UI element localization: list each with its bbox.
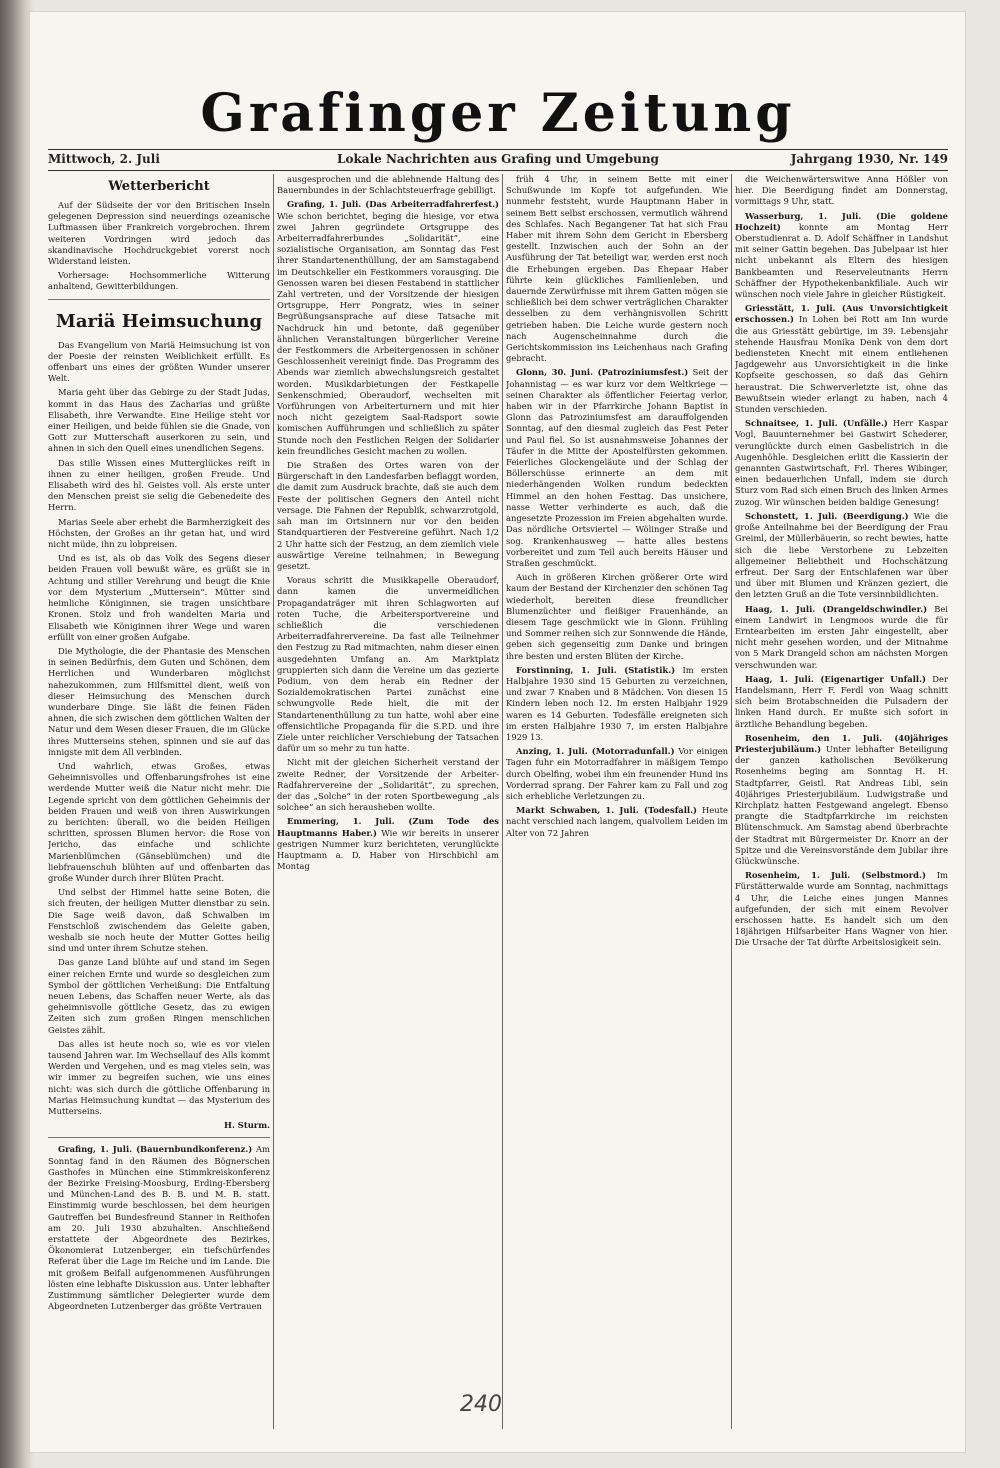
news-heading: Rosenheim, den 1. Juli. (40jähriges Priesterjubiläum.) [735, 732, 948, 754]
news-text: Die Straßen des Ortes waren von der Bürgerschaft in den Landesfarben beflaggt worden, die damit zum Ausdruck brachte, daß sie auch dem Feste der politischen Gegners den Anteil nicht versage. Die Fahnen der Republik, schwarzrotgold, sah man im Ortsinnern nur vor den beiden Standquartieren der Festvereine geführt. Nach 1/2 2 Uhr hatte sich der Festzug, an dem ziemlich viele auswärtige Vereine teilnahmen, in Bewegung gesetzt. [277, 460, 499, 571]
news-text: Der Handelsmann, Herr F. Ferdl von Waag schnitt sich beim Brotabschneiden die Pulsadern der linken Hand durch. Er mußte sich sofort in ärztliche Behandlung begeben. [735, 673, 948, 729]
weather-text: Auf der Südseite der vor den Britischen Inseln gelegenen Depression sind neuerdings ozeanische Luftmassen über Frankreich vorgebrochen. Ihrem weiteren Vordringen wird jedoch das skandinavische Hochdruckgebiet vorerst noch Widerstand leisten. [48, 200, 270, 267]
column-1 [48, 174, 270, 1429]
news-heading: Forstinning, 1. Juli. (Statistik.) [516, 664, 676, 675]
column-divider [731, 174, 732, 1429]
book-binding-edge [0, 0, 34, 1468]
header-rule-top [48, 149, 948, 150]
news-heading: Schonstett, 1. Juli. (Beerdigung.) [745, 510, 909, 521]
feature-paragraph: Das ganze Land blühte auf und stand im Segen einer reichen Ernte und wurde so desgleichen zum Symbol der göttlichen Verheißung: Die Entfaltung neuen Lebens, das Schaffen neuer Werte, als das geheimnisvolle göttliche Gesetz, das zu ewigen Zeiten sich zum großen Ringen menschlichen Geistes zählt. [48, 957, 270, 1035]
news-text: Wie wir bereits in unserer gestrigen Nummer kurz berichteten, verunglückte Hauptmann a. D. Haber von Hirschbichl am Montag [277, 827, 499, 872]
news-text: Nicht mit der gleichen Sicherheit verstand der zweite Redner, der Vorsitzende der Arbeiter-Radfahrervereine der „Solidarität“, zu sprechen, der das „Solche“ in der roten Sportbewegung „als solchee“ an sich herausheben wollte. [277, 757, 499, 813]
feature-heading: Mariä Heimsuchung [55, 310, 263, 332]
news-heading: Rosenheim, 1. Juli. (Selbstmord.) [745, 870, 926, 881]
article-separator [48, 1137, 270, 1138]
handwritten-page-number: 240 [460, 1392, 502, 1417]
issue-volume: Jahrgang 1930, Nr. 149 [790, 152, 948, 166]
newspaper-page [30, 12, 965, 1452]
column-2 [277, 174, 499, 1429]
news-text: Voraus schritt die Musikkapelle Oberaudorf, dann kamen die unvermeidlichen Propagandaträger mit ihren Schlagworten auf roten Tuche, die Arbeitersportvereine und schließlich die verschiedenen Arbeiterradfahrervereine. Da fast alle Teilnehmer den Festzug zu Rad mitmachten, nahm dieser einen ausgedehnten Umfang an. Am Marktplatz gruppierten sich dann die Vereine um das gezierte Podium, von dem herab ein Redner der Sozialdemokratischen Partei zunächst eine schwungvolle Rede hielt, die mit der Standartenenthüllung zu tun hatte, wohl aber eine offensichtliche Propaganda für die S.P.D. und ihre Ziele unter reichlicher Verschiebung der Tatsachen dafür um so mehr zu tun hatte. [277, 575, 499, 754]
news-heading: Griesstätt, 1. Juli. (Aus Unvorsichtigkeit erschossen.) [735, 303, 948, 325]
masthead-subtitle: Lokale Nachrichten aus Grafing und Umgebung [337, 152, 659, 166]
news-heading: Anzing, 1. Juli. (Motorradunfall.) [516, 746, 675, 757]
feature-paragraph: Und wahrlich, etwas Großes, etwas Geheimnisvolles und Offenbarungsfrohes ist eine werdende Mutter weiß die Natur nicht mehr. Die Legende spricht von dem göttlichen Geheimnis der beiden Frauen und weiß von ihren Auswirkungen zu berichten: überall, wo die beiden Heiligen schritten, sprossen Blumen hervor: die Rose von Jericho, das einfache und schlichte Marienblümchen (Gänseblümchen) und die liebfrauenschuh blühten auf und offenbarten das große Wunder durch ihrer Blüten Pracht. [48, 760, 270, 883]
news-heading: Grafing, 1. Juli. (Bauernbundkonferenz.) [58, 1144, 253, 1155]
column-divider [502, 174, 503, 1429]
feature-paragraph: Die Mythologie, die der Phantasie des Menschen in seinen Bedürfnis, dem Guten und Schönen, dem Herrlichen und Wunderbaren möglichst nahezukommen, zum Hilfsmittel dient, weiß von dieser Heimsuchung des Menschen durch wunderbare Dinge. Sie läßt die feinen Fäden ahnen, die sich zwischen dem göttlichen Walten der Natur und dem Wesen dieser Frauen, die im Glücke ihres Mutterseins stehen, spinnen und sie auf das innigste mit dem All verbinden. [48, 645, 270, 757]
column-divider [273, 174, 274, 1429]
news-text: Im Fürstätterwalde wurde am Sonntag, nachmittags 4 Uhr, die Leiche eines jungen Mannes aufgefunden, der sich mit einem Revolver erschossen hatte. Es handelt sich um den 18jährigen Hilfsarbeiter Hans Wagner von hier. Die Ursache der Tat dürfte Arbeitslosigkeit sein. [735, 870, 948, 948]
column-4 [735, 174, 948, 1429]
news-heading: Haag, 1. Juli. (Eigenartiger Unfall.) [745, 673, 926, 684]
news-text: Wie schon berichtet, beging die hiesige, vor etwa zwei Jahren gegründete Ortsgruppe des Arbeiterradfahrerbundes „Solidarität“, eine sozialistische Organisation, am Sonntag das Fest ihrer Standartenenthüllung, der am Samstagabend im Deutschkeller ein Festkommers vorausging. Die Genossen waren bei diesen Festabend in stattlicher Zahl vertreten, und der Vorsitzende der hiesigen Ortsgruppe, Herr Pongratz, wies in seiner Begrüßungsansprache auf diese Tatsache mit Nachdruck hin und betonte, daß gegenüber ähnlichen Veranstaltungen bürgerlicher Vereine der Festkommers die Arbeitergenossen in schöner Geschlossenheit vereinigt finde. Das Programm des Abends war ziemlich abwechslungsreich gestaltet worden. Musikdarbietungen der Festkapelle Senkenschmied, Oberaudorf, wechselten mit Vorführungen von Arbeiterturnern und mit hier noch nicht gezeigtem Saal-Radsport sowie komischen Aufführungen und schließlich zu später Stunde noch den Festlichen Reigen der Solidarier kein freundliches Gesicht machen zu wollen. [277, 210, 499, 456]
article-separator [48, 299, 270, 300]
feature-paragraph: Marias Seele aber erhebt die Barmherzigkeit des Höchsten, der Großes an ihr getan hat, und wird nicht müde, ihn zu lobpreisen. [48, 516, 270, 550]
news-text: Bei einem Landwirt in Lengmoos wurde die für Erntearbeiten im ersten Jahr eingestellt, aber nicht mehr gesehen worden, und der Mitnahme von 5 Mark Drangeld schon am nächsten Morgen verschwunden war. [735, 603, 948, 670]
weather-heading: Wetterbericht [108, 179, 210, 194]
news-text: konnte am Montag Herr Oberstudienrat a. D. Adolf Schäffner in Landshut mit seiner Gattin begehen. Das Jubelpaar ist hier nicht unbekannt als Eltern des hiesigen Bankbeamten und Reserveleutnants Herrn Schäffner der Hypothekenbankfiliale. Auch wir wünschen noch viele Jahre in gleicher Rüstigkeit. [735, 221, 948, 300]
news-heading: Wasserburg, 1. Juli. (Die goldene Hochzeit) [735, 210, 948, 232]
news-text: Unter lebhafter Beteiligung der ganzen katholischen Bevölkerung Rosenheims beging am Sonntag H. H. Stadtpfarrer, Geistl. Rat Andreas Libl, sein 40jähriges Priesterjubiläum. Ludwigstraße und Kirchplatz hatten Festgewand angelegt. Ebenso prangte die Stadtpfarrkirche im reichsten Blütenschmuck. Am Samstag abend überbrachte der Stadtrat mit Bürgermeister Dr. Knorr an der Spitze und die Vereinsvorstände dem Jubilar ihre Glückwünsche. [735, 743, 948, 866]
news-text: Wie die große Anteilnahme bei der Beerdigung der Frau Greiml, der Müllerbäuerin, so recht bewies, hatte sich die liebe Verstorbene zu Lebzeiten allgemeiner Beliebtheit und Hochschätzung erfreut. Der Sarg der Entschlafenen war über und über mit Blumen und Kränzen geziert, die den letzten Gruß an die Tote versinnbildlichten. [735, 510, 948, 600]
news-heading: Emmering, 1. Juli. (Zum Tode des Hauptmanns Haber.) [277, 816, 499, 838]
issue-date: Mittwoch, 2. Juli [48, 152, 160, 166]
news-text: Seit der Johannistag — es war kurz vor dem Weltkriege — seinen Charakter als öffentlicher Feiertag verlor, haben wir in der Pfarrkirche Johann Baptist in Glonn das Patroziniumsfest am darauffolgenden Sonntag, auf den diesmal zugleich das Fest Peter und Paul fiel. So ist ausnahmsweise Johannes der Täufer in die Mitte der Apostelfürsten gekommen. Feierliches Glockengeläute und der Schlag der Böllerschüsse erinnerte an dem mit niederhängenden Wolken rundum bedeckten Himmel an den hohen Festtag. Das unsichere, nasse Wetter verhinderte es auch, daß die angesetzte Prozession im Freien abgehalten wurde. Das nördliche Ortsviertel — Wölinger Straße und sog. Krankenhausweg — hatte alles bestens vorbereitet und zum Teil auch bereits Häuser und Straßen geschmückt. [506, 367, 728, 568]
news-text: Vor einigen Tagen fuhr ein Motorradfahrer in mäßigem Tempo durch Obelfing, wobei ihm ein freunender Hund ins Vorderrad sprang. Der Fahrer kam zu Fall und zog sich erhebliche Verletzungen zu. [506, 746, 728, 801]
feature-paragraph: Das stille Wissen eines Mutterglückes reift in ihnen zu einer heiligen, großen Freude. Und Elisabeth wird des hl. Geistes voll. Als erste unter den Menschen preist sie selig die Gebenedeite des Herrn. [48, 457, 270, 513]
news-text: Im ersten Halbjahre 1930 sind 15 Geburten zu verzeichnen, und zwar 7 Knaben und 8 Mädchen. Von diesen 15 Kindern leben noch 12. Im ersten Halbjahr 1929 waren es 14 Geburten. Todesfälle ereigneten sich im ersten Halbjahre 1930 7, im ersten Halbjahre 1929 13. [506, 664, 728, 742]
feature-paragraph: Das alles ist heute noch so, wie es vor vielen tausend Jahren war. Im Wechsellauf des Alls kommt Werden und Vergehen, und es mag vieles sein, was wir immer zu begreifen suchen, wie uns eines nicht: was sich durch die göttliche Offenbarung in Marias Heimsuchung kundtat — das Mysterium des Mutterseins. [48, 1038, 270, 1117]
news-text: Am Sonntag fand in den Räumen des Bögnerschen Gasthofes in München eine Stimmkreiskonferenz der Bezirke Freising-Moosburg, Erding-Ebersberg und München-Land des B. B. und M. B. statt. Einstimmig wurde beschlossen, bei dem heurigen Gautreffen bei Bundesfreund Stanner in Reithofen am 20. Juli 1930 abzuhalten. Anschließend erstattete der Abgeordnete des Bezirkes, Ökonomierat Lutzenberger, ein tiefschürfendes Referat über die Lage im Reiche und im Lande. Die mit großem Beifall aufgenommenen Ausführungen lösten eine lebhafte Diskussion aus. Unter lebhafter Zustimmung sämtlicher Delegierter wurde dem Abgeordneten Lutzenberger das größte Vertrauen [48, 1144, 270, 1312]
news-text: Heute nacht verschied nach langem, qualvollem Leiden im Alter von 72 Jahren [506, 805, 728, 838]
masthead-title: Grafinger Zeitung [200, 83, 796, 144]
weather-forecast: Vorhersage: Hochsommerliche Witterung anhaltend, Gewitterbildungen. [48, 270, 270, 292]
news-text: die Weichenwärterswitwe Anna Hößler von hier. Die Beerdigung findet am Donnerstag, vormittags 9 Uhr, statt. [735, 174, 948, 207]
feature-paragraph: Und es ist, als ob das Volk des Segens dieser beiden Frauen voll bewußt wäre, es grüßt sie in Achtung und stiller Verehrung und beugt die Knie vor dem Mysterium „Muttersein“. Mütter sind heimliche Königinnen, sie tragen unsichtbare Kronen. Stolz und froh wandelten Maria und Elisabeth wie Königinnen ihrer Wege und waren erfüllt von einer großen Aufgabe. [48, 553, 270, 642]
news-heading: Glonn, 30. Juni. (Patroziniumsfest.) [516, 367, 689, 378]
news-heading: Schnaitsee, 1. Juli. (Unfälle.) [745, 418, 888, 429]
news-text: ausgesprochen und die ablehnende Haltung des Bauernbundes in der Schlachtsteuerfrage gebilligt. [277, 174, 499, 196]
news-text: früh 4 Uhr, in seinem Bette mit einer Schußwunde im Kopfe tot aufgefunden. Wie nunmehr feststeht, wurde Hauptmann Haber in seinem Bett selbst erschossen, vermutlich während des Schlafes. Nach Begangener Tat hat sich Frau Haber mit ihrem Sohn dem Gericht in Ebersberg gestellt. Inzwischen auch der Sohn an der Ausführung der Tat beteiligt war, werden erst noch die Erhebungen ergeben. Das Ehepaar Haber führte kein glückliches Familienleben, und dauernde Zerwürfnisse mit ihrem Gatten mögen sie schließlich bei dem schwer verträglichen Charakter desselben zu dem verhängnisvollen Schritt getrieben haben. Die Leiche wurde gestern noch nach Augenscheinnahme durch die Gerichtskommission ins Leichenhaus nach Grafing gebracht. [506, 174, 728, 364]
news-text: Herr Kaspar Vogl, Bauunternehmer bei Gastwirt Schederer, verunglückte durch einen Gasbelistrich in die Augenhöhle. Desgleichen erlitt die Kassierin der genannten Gastwirtschaft, Frl. Theres Wibinger, einen bedauerlichen Unfall, indem sie durch Sturz vom Rad sich einen Bruch des linken Armes zuzog. Wir wünschen beiden baldige Genesung! [735, 418, 948, 507]
feature-paragraph: Das Evangelium von Mariä Heimsuchung ist von der Poesie der reinsten Weiblichkeit erfüllt. Es offenbart uns eines der größten Wunder unserer Welt. [48, 339, 270, 384]
masthead-subline [48, 152, 948, 172]
column-3 [506, 174, 728, 1429]
news-text: In Lohen bei Rott am Inn wurde die aus Griesstätt gebürtige, im 39. Lebensjahr stehende Hausfrau Monika Denk von dem dort bediensteten Knecht mit einem entliehenen Jagdgewehr aus Unvorsichtigkeit in die linke Kopfseite geschossen, so daß das Gehirn heraustrat. Die Schwerverletzte ist, ohne das Bewußtsein wieder erlangt zu haben, nach 4 Stunden verschieden. [735, 314, 948, 415]
feature-paragraph: Und selbst der Himmel hatte seine Boten, die sich freuten, der heiligen Mutter dienstbar zu sein. Die Sage weiß davon, daß Schwalben im Fenstschloß zwischendem das Geleite gaben, weshalb sie noch heute der Mutter Gottes heilig sind und unter ihrem Schutze stehen. [48, 887, 270, 954]
feature-signature: H. Sturm. [224, 1120, 270, 1131]
news-heading: Haag, 1. Juli. (Drangeldschwindler.) [745, 603, 928, 614]
news-heading: Grafing, 1. Juli. (Das Arbeiterradfahrerfest.) [287, 199, 499, 210]
header-rule-bottom [48, 170, 948, 171]
feature-paragraph: Maria geht über das Gebirge zu der Stadt Judas, kommt in das Haus des Zacharias und grüßte Elisabeth, ihre Verwandte. Eine Heilige steht vor einer Heiligen, und beide fühlen sie die Gnade, von Gott zur Mutterschaft auserkoren zu sein, und ahnen in sich den Quell eines unendlichen Segens. [48, 387, 270, 454]
news-heading: Markt Schwaben, 1. Juli. (Todesfall.) [516, 805, 697, 816]
article-columns [48, 174, 948, 1429]
news-text: Auch in größeren Kirchen größerer Orte wird kaum der Bestand der Kirchenzier den schönen Tag wiederholt, bereiten diese freundlicher Blumenzüchter und fleißiger Frauenhände, an diesem Tage geschmückt wie in Glonn. Frühling und Sommer reihen sich zur Sonnwende die Hände, geben sich gegenseitig zum Danke und bringen ihre besten und ersten Blüten der Kirche. [506, 572, 728, 661]
